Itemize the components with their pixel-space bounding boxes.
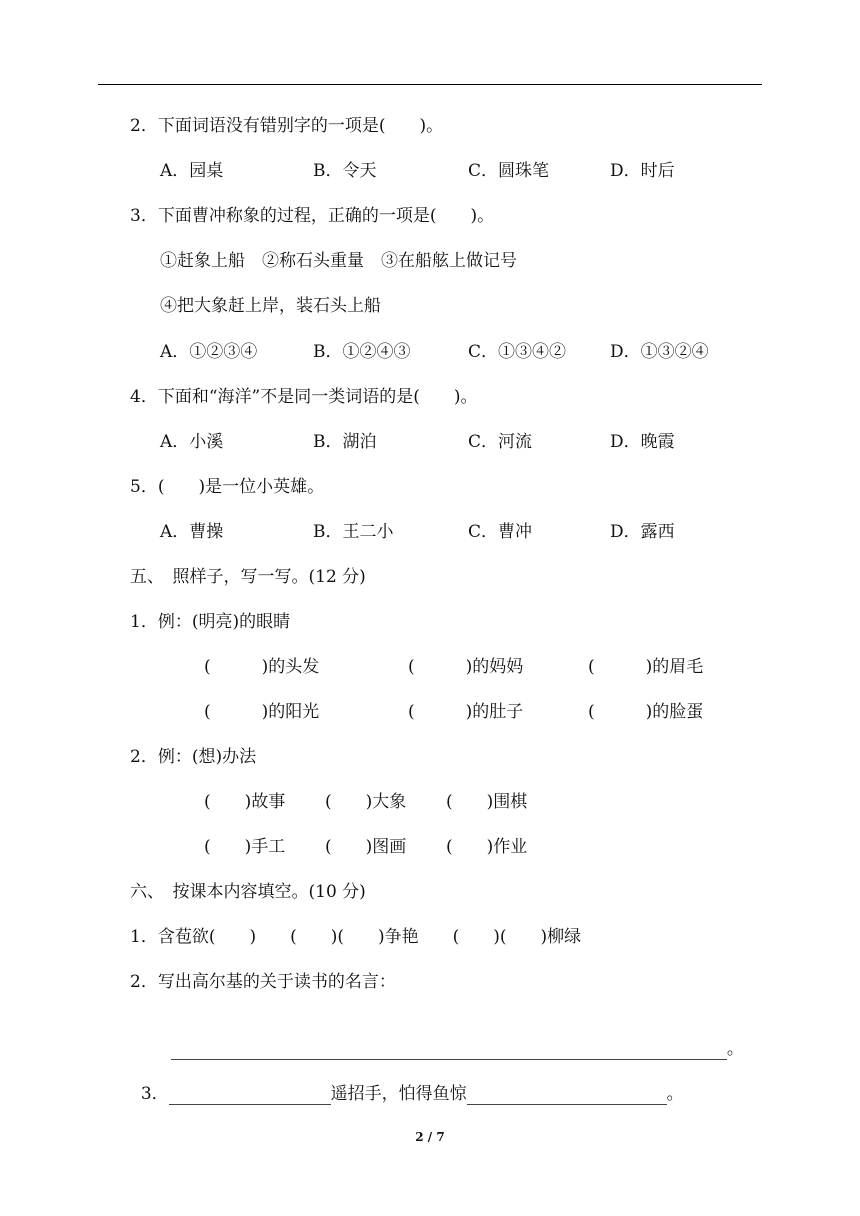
fill-phrase: ( )的头发 xyxy=(204,657,320,677)
q3-option-d: D．①③②④ xyxy=(610,342,709,362)
q2-option-c: C．圆珠笔 xyxy=(468,161,550,181)
fill-phrase: ( )的脸蛋 xyxy=(588,702,704,722)
fill-phrase: ( )的阳光 xyxy=(204,702,320,722)
answer-blank xyxy=(171,1041,727,1060)
q3-option-b: B．①②④③ xyxy=(313,342,411,362)
section-6-item-3 xyxy=(130,1061,684,1105)
q4-option-b: B．湖泊 xyxy=(313,432,377,452)
fill-phrase: ( )的眉毛 xyxy=(588,657,704,677)
fill-phrase: ( )的肚子 xyxy=(408,702,524,722)
q5-option-a: A．曹操 xyxy=(160,522,224,542)
header-rule xyxy=(98,84,762,85)
fill-phrase: ( )作业 xyxy=(446,837,528,857)
period: 。 xyxy=(666,1084,684,1104)
question-2-stem: 2．下面词语没有错别字的一项是( )。 xyxy=(130,116,444,136)
answer-blank xyxy=(169,1086,331,1105)
question-5-stem: 5．( )是一位小英雄。 xyxy=(130,477,325,497)
question-4-stem: 4．下面和“海洋”不是同一类词语的是( )。 xyxy=(130,387,478,407)
q4-option-c: C．河流 xyxy=(468,432,533,452)
section-5-title: 五、 照样子，写一写。(12 分) xyxy=(130,567,366,587)
q3-option-a: A．①②③④ xyxy=(160,342,258,362)
fill-phrase: ( )图画 xyxy=(325,837,407,857)
section-5-example-2: 2．例：(想)办法 xyxy=(130,747,257,767)
q4-option-a: A．小溪 xyxy=(160,432,224,452)
item-number: 3． xyxy=(140,1084,169,1104)
q5-option-d: D．露西 xyxy=(610,522,675,542)
section-6-item-2: 2．写出高尔基的关于读书的名言： xyxy=(130,972,396,992)
q2-option-d: D．时后 xyxy=(610,161,675,181)
q3-steps-line-1: ①赶象上船 ②称石头重量 ③在船舷上做记号 xyxy=(160,251,517,271)
q2-option-b: B．令天 xyxy=(313,161,377,181)
q5-option-c: C．曹冲 xyxy=(468,522,533,542)
answer-line-2 xyxy=(160,1016,744,1060)
fill-phrase: ( )故事 xyxy=(204,792,286,812)
section-6-item-1: 1．含苞欲( ) ( )( )争艳 ( )( )柳绿 xyxy=(130,927,582,947)
q3-option-c: C．①③④② xyxy=(468,342,567,362)
section-5-example-1: 1．例：(明亮)的眼睛 xyxy=(130,612,291,632)
q5-option-b: B．王二小 xyxy=(313,522,394,542)
fill-phrase: ( )围棋 xyxy=(446,792,528,812)
q2-option-a: A．园桌 xyxy=(160,161,224,181)
section-6-title: 六、 按课本内容填空。(10 分) xyxy=(130,882,366,902)
page-number: 2 / 7 xyxy=(415,1130,445,1144)
fill-phrase: ( )大象 xyxy=(325,792,407,812)
fill-phrase: ( )手工 xyxy=(204,837,286,857)
item-3-text: 遥招手，怕得鱼惊 xyxy=(330,1084,467,1104)
answer-blank xyxy=(467,1086,667,1105)
period: 。 xyxy=(726,1039,744,1059)
q4-option-d: D．晚霞 xyxy=(610,432,675,452)
question-3-stem: 3．下面曹冲称象的过程，正确的一项是( )。 xyxy=(130,206,495,226)
fill-phrase: ( )的妈妈 xyxy=(408,657,524,677)
q3-steps-line-2: ④把大象赶上岸，装石头上船 xyxy=(160,296,381,316)
